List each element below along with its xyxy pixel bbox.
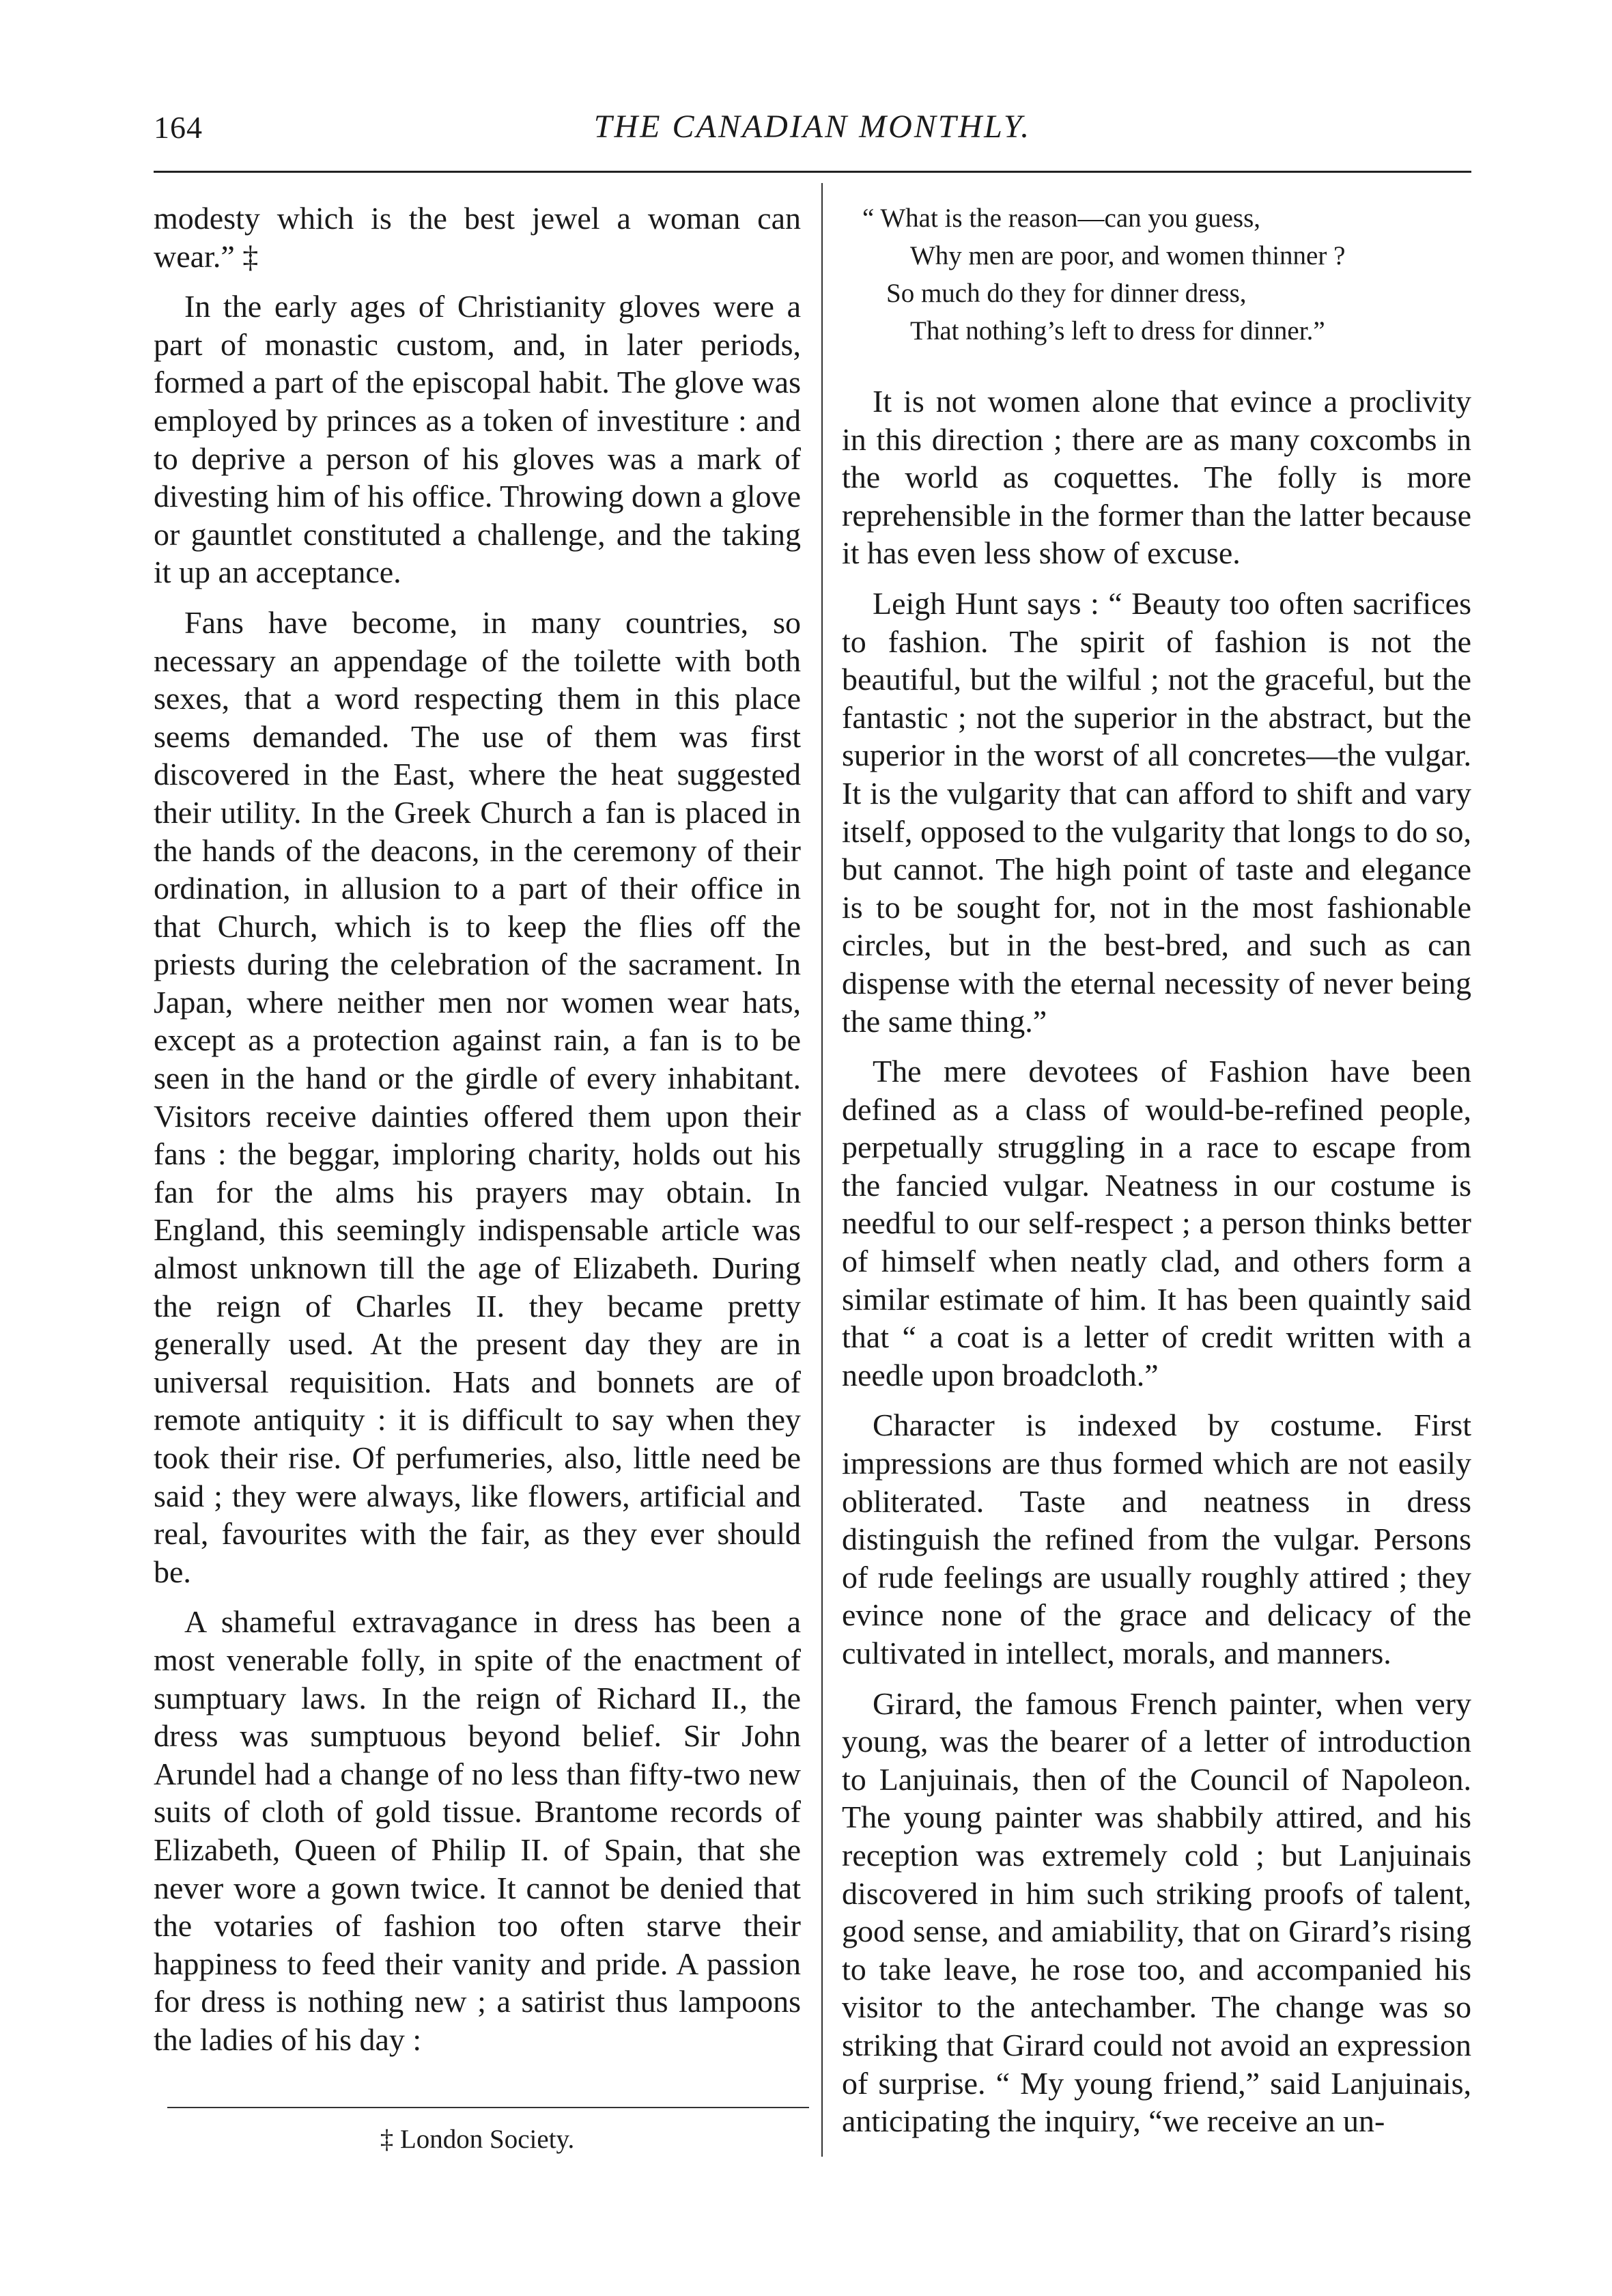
poem-line: So much do they for dinner dress, bbox=[886, 279, 1247, 308]
page-header bbox=[154, 102, 1471, 164]
column-divider bbox=[821, 183, 823, 2157]
paragraph: Girard, the famous French painter, when very young, was the bearer of a letter of introduction to Lanjuinais, then of the Council of Napoleon. The young painter was shabbily attired, and his reception was extremely cold ; but Lanjuinais discovered in him such striking proofs of talent, good sense, and amiability, that on Girard’s rising to take leave, he rose too, and accompanied his visitor to the antechamber. The change was so striking that Girard could not avoid an expression of surprise. “ My young friend,” said Lanjuinais, anticipating the inquiry, “we receive an un- bbox=[842, 1685, 1471, 2139]
poem-quote bbox=[842, 199, 1471, 350]
paragraph: modesty which is the best jewel a woman can wear.” ‡ bbox=[154, 201, 801, 274]
paragraph: It is not women alone that evince a proclivity in this direction ; there are as many coxcombs in the world as coquettes. The folly is more reprehensible in the former than the latter because it has even less show of excuse. bbox=[842, 384, 1471, 571]
paragraph: Fans have become, in many countries, so necessary an appendage of the toilette with both sexes, that a word respecting them in this place seems demanded. The use of them was first discovered in the East, where the heat suggested their utility. In the Greek Church a fan is placed in the hands of the deacons, in the ceremony of their ordination, in allusion to a part of their office in that Church, which is to keep the flies off the priests during the celebration of the sacrament. In Japan, where neither men nor women wear hats, except as a protection against rain, a fan is to be seen in the hand or the girdle of every inhabitant. Visitors receive dainties offered them upon their fans : the beggar, imploring charity, holds out his fan for the alms his prayers may obtain. In England, this seemingly indispensable article was almost unknown till the age of Elizabeth. During the reign of Charles II. they became pretty generally used. At the present day they are in universal requisition. Hats and bonnets are of remote antiquity : it is difficult to say when they took their rise. Of perfumeries, also, little need be said ; they were always, like flowers, artificial and real, favourites with the fair, as they ever should be. bbox=[154, 604, 801, 1589]
header-rule bbox=[154, 171, 1471, 173]
poem-line: Why men are poor, and women thinner ? bbox=[910, 241, 1346, 270]
right-column bbox=[842, 199, 1471, 2153]
page-number: 164 bbox=[154, 110, 203, 145]
paragraph: Leigh Hunt says : “ Beauty too often sacrifices to fashion. The spirit of fashion is not the beautiful, but the wilful ; not the graceful, but the fantastic ; not the superior in the abstract, but the superior in the worst of all concretes—the vulgar. It is the vulgarity that can afford to shift and vary itself, opposed to the vulgarity that longs to do so, but cannot. The high point of taste and elegance is to be sought for, not in the most fashionable circles, but in the best-bred, and such as can dispense with the eternal necessity of never being the same thing.” bbox=[842, 585, 1471, 1039]
running-title: THE CANADIAN MONTHLY. bbox=[593, 109, 1032, 145]
footnote: ‡ London Society. bbox=[380, 2125, 575, 2154]
paragraph: A shameful extravagance in dress has been a most venerable folly, in spite of the enactment of sumptuary laws. In the reign of Richard II., the dress was sumptuous beyond belief. Sir John Arundel had a change of no less than fifty-two new suits of cloth of gold tissue. Brantome records of Elizabeth, Queen of Philip II. of Spain, that she never wore a gown twice. It cannot be denied that the votaries of fashion too often starve their happiness to feed their vanity and pride. A passion for dress is nothing new ; a satirist thus lampoons the ladies of his day : bbox=[154, 1604, 801, 2057]
paragraph: The mere devotees of Fashion have been defined as a class of would-be-refined people, perpetually struggling in a race to escape from the fancied vulgar. Neatness in our costume is needful to our self-respect ; a person thinks better of himself when neatly clad, and others form a similar estimate of him. It has been quaintly said that “ a coat is a letter of credit written with a needle upon broadcloth.” bbox=[842, 1054, 1471, 1392]
footnote-rule bbox=[167, 2107, 809, 2108]
poem-line: That nothing’s left to dress for dinner.” bbox=[910, 316, 1325, 346]
paragraph: Character is indexed by costume. First impressions are thus formed which are not easily obliterated. Taste and neatness in dress distinguish the refined from the vulgar. Persons of rude feelings are usually roughly attired ; they evince none of the grace and delicacy of the cultivated in intellect, morals, and manners. bbox=[842, 1408, 1471, 1670]
paragraph: In the early ages of Christianity gloves were a part of monastic custom, and, in later periods, formed a part of the episcopal habit. The glove was employed by princes as a token of investiture : and to deprive a person of his gloves was a mark of divesting him of his office. Throwing down a glove or gauntlet constituted a challenge, and the taking it up an acceptance. bbox=[154, 289, 801, 590]
left-column bbox=[154, 199, 801, 2071]
poem-line: “ What is the reason—can you guess, bbox=[862, 204, 1261, 233]
